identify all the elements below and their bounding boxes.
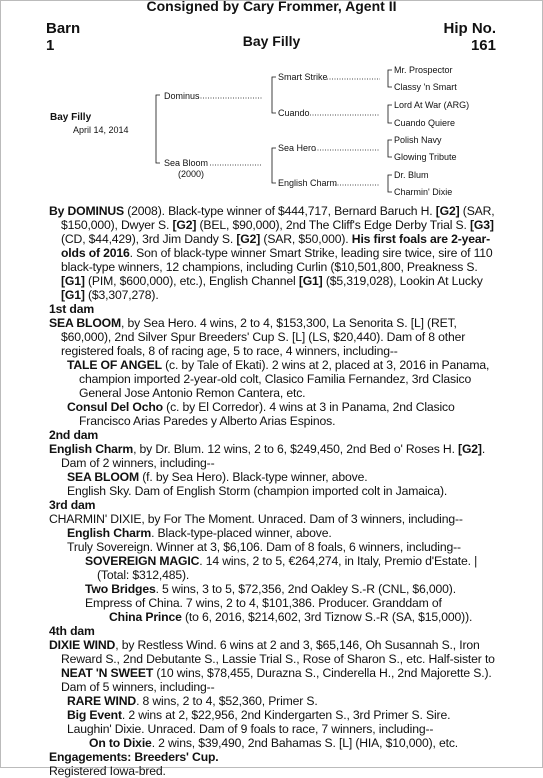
text-span: (CD, $44,429), 3rd Jim Dandy S. bbox=[61, 232, 237, 246]
text-span: (10 wins, $78,455, Durazna S., Cinderella H., 2nd Majorette S.). Dam of 5 winners, including-- bbox=[61, 666, 492, 694]
sire-dam-name: Cuando bbox=[278, 108, 310, 118]
text-span: ($5,319,028), Lookin At Lucky bbox=[322, 274, 483, 288]
dam-dam-name: English Charm bbox=[278, 178, 338, 188]
text-span: , by Sea Hero. 4 wins, 2 to 4, $153,300, La Senorita S. [L] (RET, $60,000), 2nd Silver Spur Breeders' Cup S. [L] (LS, $20,440). Dam of 8 other registered foals, 8 of racing age, 5 to race, 4 winners, including-- bbox=[61, 316, 466, 358]
sire-sire-name: Smart Strike bbox=[278, 72, 328, 82]
text-span: (c. by Tale of Ekati). 2 wins at 2, placed at 3, 2016 in Panama, champion imported 2-year-old colt, Clasico Familia Fernandez, 3rd Clasico General Jose Antonio Remon Cantera, etc. bbox=[79, 358, 490, 400]
produce-two-bridges bbox=[49, 582, 501, 596]
pedigree-bracket-6 bbox=[388, 140, 392, 157]
barn-number: 1 bbox=[46, 37, 55, 54]
first-dam-heading: 1st dam bbox=[49, 302, 95, 316]
grade-tag: [G2] bbox=[172, 218, 197, 232]
dam-year: (2000) bbox=[178, 169, 205, 179]
produce-english-sky: English Sky. Dam of English Storm (champion imported colt in Jamaica). bbox=[67, 484, 448, 498]
text-span: (c. by El Corredor). 4 wins at 3 in Panama, 2nd Clasico Francisco Arias Paredes y Alberto Arias Espinos. bbox=[79, 400, 455, 428]
ancestor-1: Mr. Prospector bbox=[394, 65, 453, 75]
fourth-dam-paragraph bbox=[49, 638, 501, 694]
first-foals-note: His first foals are 2-year-olds of 2016 bbox=[61, 232, 490, 260]
ancestor-2: Classy 'n Smart bbox=[394, 82, 457, 92]
subject-foaled: April 14, 2014 bbox=[73, 125, 129, 135]
grade-tag: [G1] bbox=[61, 288, 85, 302]
pedigree-bracket-1 bbox=[156, 95, 160, 163]
horse-name: TALE OF ANGEL bbox=[67, 358, 162, 372]
ancestor-8: Charmin' Dixie bbox=[394, 187, 453, 197]
second-dam-name: English Charm bbox=[49, 442, 134, 456]
text-span: . 2 wins, $39,490, 2nd Bahamas S. [L] (HIA, $10,000), etc. bbox=[151, 736, 459, 750]
third-dam-heading: 3rd dam bbox=[49, 498, 96, 512]
grade-tag: [G1] bbox=[298, 274, 323, 288]
ancestor-6: Glowing Tribute bbox=[394, 152, 457, 162]
horse-name: Two Bridges bbox=[85, 582, 156, 596]
third-dam-paragraph: CHARMIN' DIXIE, by For The Moment. Unraced. Dam of 3 winners, including-- bbox=[49, 512, 463, 526]
second-dam-paragraph bbox=[49, 442, 501, 470]
horse-name: RARE WIND bbox=[67, 694, 137, 708]
grade-tag: [G3] bbox=[469, 218, 494, 232]
catalog-text bbox=[49, 204, 501, 778]
text-span: . Son of black-type winner Smart Strike, leading sire twice, sire of 110 black-type winners, 12 champions, including Curlin ($10,501,800, Preakness S. bbox=[61, 246, 493, 274]
horse-name: Consul Del Ocho bbox=[67, 400, 163, 414]
text-span: . 5 wins, 3 to 5, $72,356, 2nd Oakley S.-R (CNL, $6,000). bbox=[155, 582, 456, 596]
ancestor-7: Dr. Blum bbox=[394, 170, 429, 180]
text-span: . Dam of 2 winners, including-- bbox=[61, 442, 486, 470]
pedigree-bracket-5 bbox=[388, 105, 392, 123]
pedigree-bracket-4 bbox=[388, 70, 392, 87]
produce-english-charm bbox=[49, 526, 501, 540]
horse-name: SOVEREIGN MAGIC bbox=[85, 554, 200, 568]
horse-name: NEAT 'N SWEET bbox=[61, 666, 154, 680]
produce-sea-bloom bbox=[49, 470, 501, 484]
engagements-line: Engagements: Breeders' Cup. bbox=[49, 750, 219, 764]
pedigree-bracket-3 bbox=[272, 148, 276, 183]
pedigree-bracket-2 bbox=[272, 77, 276, 113]
text-span: (SAR, $150,000), Dwyer S. bbox=[61, 204, 495, 232]
text-span: . 14 wins, 2 to 5, €264,274, in Italy, Premio d'Estate. | (Total: $312,485). bbox=[97, 554, 478, 582]
barn-label: Barn bbox=[46, 20, 81, 37]
ancestor-5: Polish Navy bbox=[394, 135, 442, 145]
sire-name: Dominus bbox=[164, 91, 200, 101]
horse-name: Big Event bbox=[67, 708, 122, 722]
page-title: Bay Filly bbox=[242, 33, 301, 49]
produce-on-to-dixie bbox=[49, 736, 501, 750]
pedigree-chart bbox=[0, 0, 543, 200]
horse-name: On to Dixie bbox=[89, 736, 152, 750]
pedigree-bracket-7 bbox=[388, 175, 392, 192]
text-span: ($3,307,278). bbox=[84, 288, 159, 302]
first-dam-name: SEA BLOOM bbox=[49, 316, 122, 330]
horse-name: China Prince bbox=[109, 610, 182, 624]
produce-laughin-dixie: Laughin' Dixie. Unraced. Dam of 9 foals to race, 7 winners, including-- bbox=[67, 722, 434, 736]
dam-name: Sea Bloom bbox=[164, 158, 209, 168]
text-span: . Black-type-placed winner, above. bbox=[151, 526, 332, 540]
horse-name: SEA BLOOM bbox=[67, 470, 140, 484]
text-span: (PIM, $600,000), etc.), English Channel bbox=[84, 274, 299, 288]
consignor-heading: Consigned by Cary Frommer, Agent II bbox=[146, 0, 397, 14]
dam-sire-name: Sea Hero bbox=[278, 143, 317, 153]
fourth-dam-heading: 4th dam bbox=[49, 624, 95, 638]
subject-name: Bay Filly bbox=[50, 112, 92, 123]
fourth-dam-name: DIXIE WIND bbox=[49, 638, 116, 652]
sire-name-bold: By DOMINUS bbox=[49, 204, 125, 218]
text-span: (BEL, $90,000), 2nd The Cliff's Edge Derby Trial S. bbox=[196, 218, 470, 232]
horse-name: English Charm bbox=[67, 526, 152, 540]
produce-tale-of-angel bbox=[49, 358, 501, 400]
ancestor-4: Cuando Quiere bbox=[394, 118, 456, 128]
second-dam-heading: 2nd dam bbox=[49, 428, 99, 442]
produce-truly-sovereign: Truly Sovereign. Winner at 3, $6,106. Dam of 8 foals, 6 winners, including-- bbox=[67, 540, 461, 554]
grade-tag: [G2] bbox=[458, 442, 482, 456]
hip-number: 161 bbox=[470, 37, 496, 54]
first-dam-paragraph bbox=[49, 316, 501, 358]
text-span: , by Restless Wind. 6 wins at 2 and 3, $65,146, Oh Susannah S., Iron Reward S., 2nd Debutante S., Lassie Trial S., Rose of Sharon S., etc. Half-sister to bbox=[61, 638, 495, 666]
grade-tag: [G1] bbox=[61, 274, 85, 288]
sire-paragraph bbox=[49, 204, 501, 302]
text-span: . 8 wins, 2 to 4, $52,360, Primer S. bbox=[136, 694, 318, 708]
text-span: . 2 wins at 2, $22,956, 2nd Kindergarten S., 3rd Primer S. Sire. bbox=[121, 708, 451, 722]
produce-china-prince bbox=[49, 610, 501, 624]
text-span: (2008). Black-type winner of $444,717, Bernard Baruch H. bbox=[124, 204, 436, 218]
produce-consul-del-ocho bbox=[49, 400, 501, 428]
produce-rare-wind bbox=[49, 694, 501, 708]
text-span: (f. by Sea Hero). Black-type winner, above. bbox=[139, 470, 368, 484]
hip-label: Hip No. bbox=[443, 20, 496, 37]
grade-tag: [G2] bbox=[435, 204, 460, 218]
text-span: , by Dr. Blum. 12 wins, 2 to 6, $249,450, 2nd Bed o' Roses H. bbox=[133, 442, 459, 456]
text-span: (SAR, $50,000). bbox=[260, 232, 352, 246]
grade-tag: [G2] bbox=[236, 232, 261, 246]
text-span: (to 6, 2016, $214,602, 3rd Tiznow S.-R (SA, $15,000)). bbox=[181, 610, 473, 624]
produce-empress-of-china: Empress of China. 7 wins, 2 to 4, $101,386. Producer. Granddam of bbox=[85, 596, 442, 610]
registration-line: Registered Iowa-bred. bbox=[49, 764, 166, 778]
produce-big-event bbox=[49, 708, 501, 722]
ancestor-3: Lord At War (ARG) bbox=[394, 100, 470, 110]
produce-sovereign-magic bbox=[49, 554, 501, 582]
